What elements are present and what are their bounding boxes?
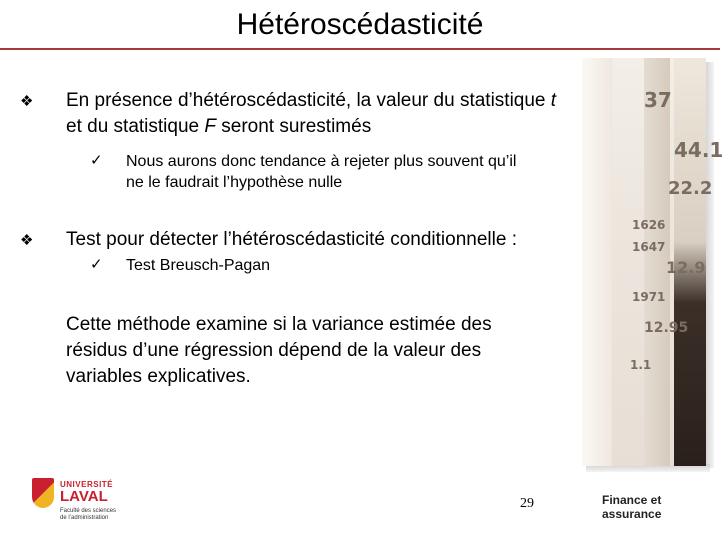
photo-number: 44.1	[674, 138, 723, 162]
decorative-numbers-photo	[582, 58, 723, 466]
photo-number: 12.9	[666, 258, 706, 277]
subbullet-1-line-2: ne le faudrait l’hypothèse nulle	[126, 174, 343, 191]
photo-number: 22.2	[668, 178, 713, 199]
paragraph-line-3: variables explicatives.	[66, 366, 251, 387]
bullet-2-line-1: Test pour détecter l’hétéroscédasticité conditionnelle :	[66, 229, 517, 250]
logo-faculty-text: Faculté des sciences de l’administration	[60, 508, 117, 521]
check-bullet-icon: ✓	[90, 256, 103, 273]
photo-number: 12.95	[644, 320, 689, 336]
photo-number: 1971	[632, 290, 666, 304]
bullet-1-line-1	[66, 88, 556, 114]
subbullet-2-line-1: Test Breusch-Pagan	[126, 257, 271, 274]
university-logo	[32, 478, 122, 528]
subbullet-1-line-1: Nous aurons donc tendance à rejeter plus souvent qu’il	[126, 153, 517, 170]
logo-university-text: UNIVERSITÉ	[60, 480, 114, 489]
bullet-1-italic-f: F	[204, 116, 216, 137]
bullet-1-text-a: En présence d’hétéroscédasticité, la valeur du statistique	[66, 90, 551, 111]
check-bullet-icon: ✓	[90, 152, 103, 169]
logo-laval-text: LAVAL	[60, 488, 108, 505]
brand-label: Finance et assurance	[602, 493, 662, 521]
photo-number: 37	[644, 88, 672, 112]
paragraph-line-1: Cette méthode examine si la variance estimée des	[66, 314, 492, 335]
diamond-bullet-icon: ❖	[20, 93, 34, 110]
title-divider	[0, 48, 720, 50]
paragraph-line-2: résidus d’une régression dépend de la valeur des	[66, 340, 482, 361]
bullet-1-line-2	[66, 114, 371, 140]
bullet-1-text-c: seront surestimés	[215, 116, 372, 137]
slide-title: Hétéroscédasticité	[236, 8, 484, 41]
bullet-1-italic-t: t	[550, 90, 557, 111]
photo-number: 1.1	[630, 358, 652, 372]
shield-icon	[32, 478, 54, 508]
photo-number: 1647	[632, 240, 666, 254]
photo-band	[582, 58, 612, 466]
page-number: 29	[520, 496, 534, 511]
diamond-bullet-icon: ❖	[20, 232, 34, 249]
photo-number: 1626	[632, 218, 666, 232]
bullet-1-text-b: et du statistique	[66, 116, 205, 137]
